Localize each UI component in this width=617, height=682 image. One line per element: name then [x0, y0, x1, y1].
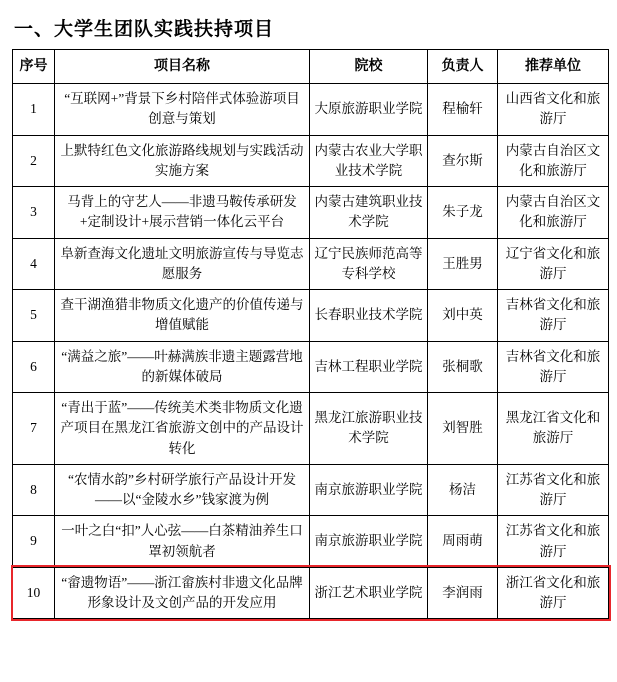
table-row	[13, 516, 609, 568]
cell-project-name: 上默特红色文化旅游路线规划与实践活动实施方案	[55, 135, 310, 187]
cell-school: 南京旅游职业学院	[310, 464, 428, 516]
project-table	[12, 49, 609, 619]
table-row	[13, 84, 609, 136]
cell-no: 10	[13, 567, 55, 619]
table-row	[13, 341, 609, 393]
cell-school: 辽宁民族师范高等专科学校	[310, 238, 428, 290]
cell-no: 8	[13, 464, 55, 516]
table-row	[13, 238, 609, 290]
cell-school: 吉林工程职业学院	[310, 341, 428, 393]
cell-unit: 黑龙江省文化和旅游厅	[498, 393, 609, 465]
cell-leader: 周雨萌	[428, 516, 498, 568]
table-row	[13, 135, 609, 187]
table-header	[13, 50, 609, 84]
cell-leader: 查尔斯	[428, 135, 498, 187]
table-body	[13, 84, 609, 619]
cell-no: 7	[13, 393, 55, 465]
cell-unit: 江苏省文化和旅游厅	[498, 464, 609, 516]
cell-unit: 辽宁省文化和旅游厅	[498, 238, 609, 290]
cell-unit: 浙江省文化和旅游厅	[498, 567, 609, 619]
cell-unit: 吉林省文化和旅游厅	[498, 341, 609, 393]
cell-school: 南京旅游职业学院	[310, 516, 428, 568]
table-row	[13, 187, 609, 239]
cell-unit: 内蒙古自治区文化和旅游厅	[498, 187, 609, 239]
cell-no: 5	[13, 290, 55, 342]
cell-project-name: “青出于蓝”——传统美术类非物质文化遗产项目在黑龙江省旅游文创中的产品设计转化	[55, 393, 310, 465]
table-row	[13, 464, 609, 516]
column-header-unit: 推荐单位	[498, 50, 609, 84]
cell-school: 长春职业技术学院	[310, 290, 428, 342]
cell-leader: 杨洁	[428, 464, 498, 516]
cell-school: 内蒙古农业大学职业技术学院	[310, 135, 428, 187]
cell-leader: 刘智胜	[428, 393, 498, 465]
cell-unit: 吉林省文化和旅游厅	[498, 290, 609, 342]
column-header-project-name: 项目名称	[55, 50, 310, 84]
cell-no: 9	[13, 516, 55, 568]
cell-project-name: “农情水韵”乡村研学旅行产品设计开发——以“金陵水乡”钱家渡为例	[55, 464, 310, 516]
cell-unit: 江苏省文化和旅游厅	[498, 516, 609, 568]
table-row	[13, 290, 609, 342]
cell-no: 3	[13, 187, 55, 239]
cell-school: 内蒙古建筑职业技术学院	[310, 187, 428, 239]
cell-no: 1	[13, 84, 55, 136]
cell-project-name: 查干湖渔猎非物质文化遗产的价值传递与增值赋能	[55, 290, 310, 342]
cell-leader: 刘中英	[428, 290, 498, 342]
cell-leader: 朱子龙	[428, 187, 498, 239]
table-row-highlighted	[13, 567, 609, 619]
page-title: 一、大学生团队实践扶持项目	[14, 19, 275, 40]
cell-no: 6	[13, 341, 55, 393]
cell-unit: 内蒙古自治区文化和旅游厅	[498, 135, 609, 187]
column-header-leader: 负责人	[428, 50, 498, 84]
cell-leader: 王胜男	[428, 238, 498, 290]
cell-project-name: “互联网+”背景下乡村陪伴式体验游项目创意与策划	[55, 84, 310, 136]
cell-project-name: 阜新查海文化遗址文明旅游宣传与导览志愿服务	[55, 238, 310, 290]
cell-school: 黑龙江旅游职业技术学院	[310, 393, 428, 465]
table-row	[13, 393, 609, 465]
cell-project-name: 一叶之白“扣”人心弦——白茶精油养生口罩初领航者	[55, 516, 310, 568]
table-header-row	[13, 50, 609, 84]
column-header-school: 院校	[310, 50, 428, 84]
cell-project-name: 马背上的守艺人——非遗马鞍传承研发+定制设计+展示营销一体化云平台	[55, 187, 310, 239]
cell-leader: 程榆轩	[428, 84, 498, 136]
cell-school: 浙江艺术职业学院	[310, 567, 428, 619]
cell-no: 2	[13, 135, 55, 187]
cell-no: 4	[13, 238, 55, 290]
cell-unit: 山西省文化和旅游厅	[498, 84, 609, 136]
cell-project-name: “畲遗物语”——浙江畲族村非遗文化品牌形象设计及文创产品的开发应用	[55, 567, 310, 619]
cell-leader: 李润雨	[428, 567, 498, 619]
cell-school: 大原旅游职业学院	[310, 84, 428, 136]
column-header-no: 序号	[13, 50, 55, 84]
cell-leader: 张桐歌	[428, 341, 498, 393]
cell-project-name: “满益之旅”——叶赫满族非遗主题露营地的新媒体破局	[55, 341, 310, 393]
